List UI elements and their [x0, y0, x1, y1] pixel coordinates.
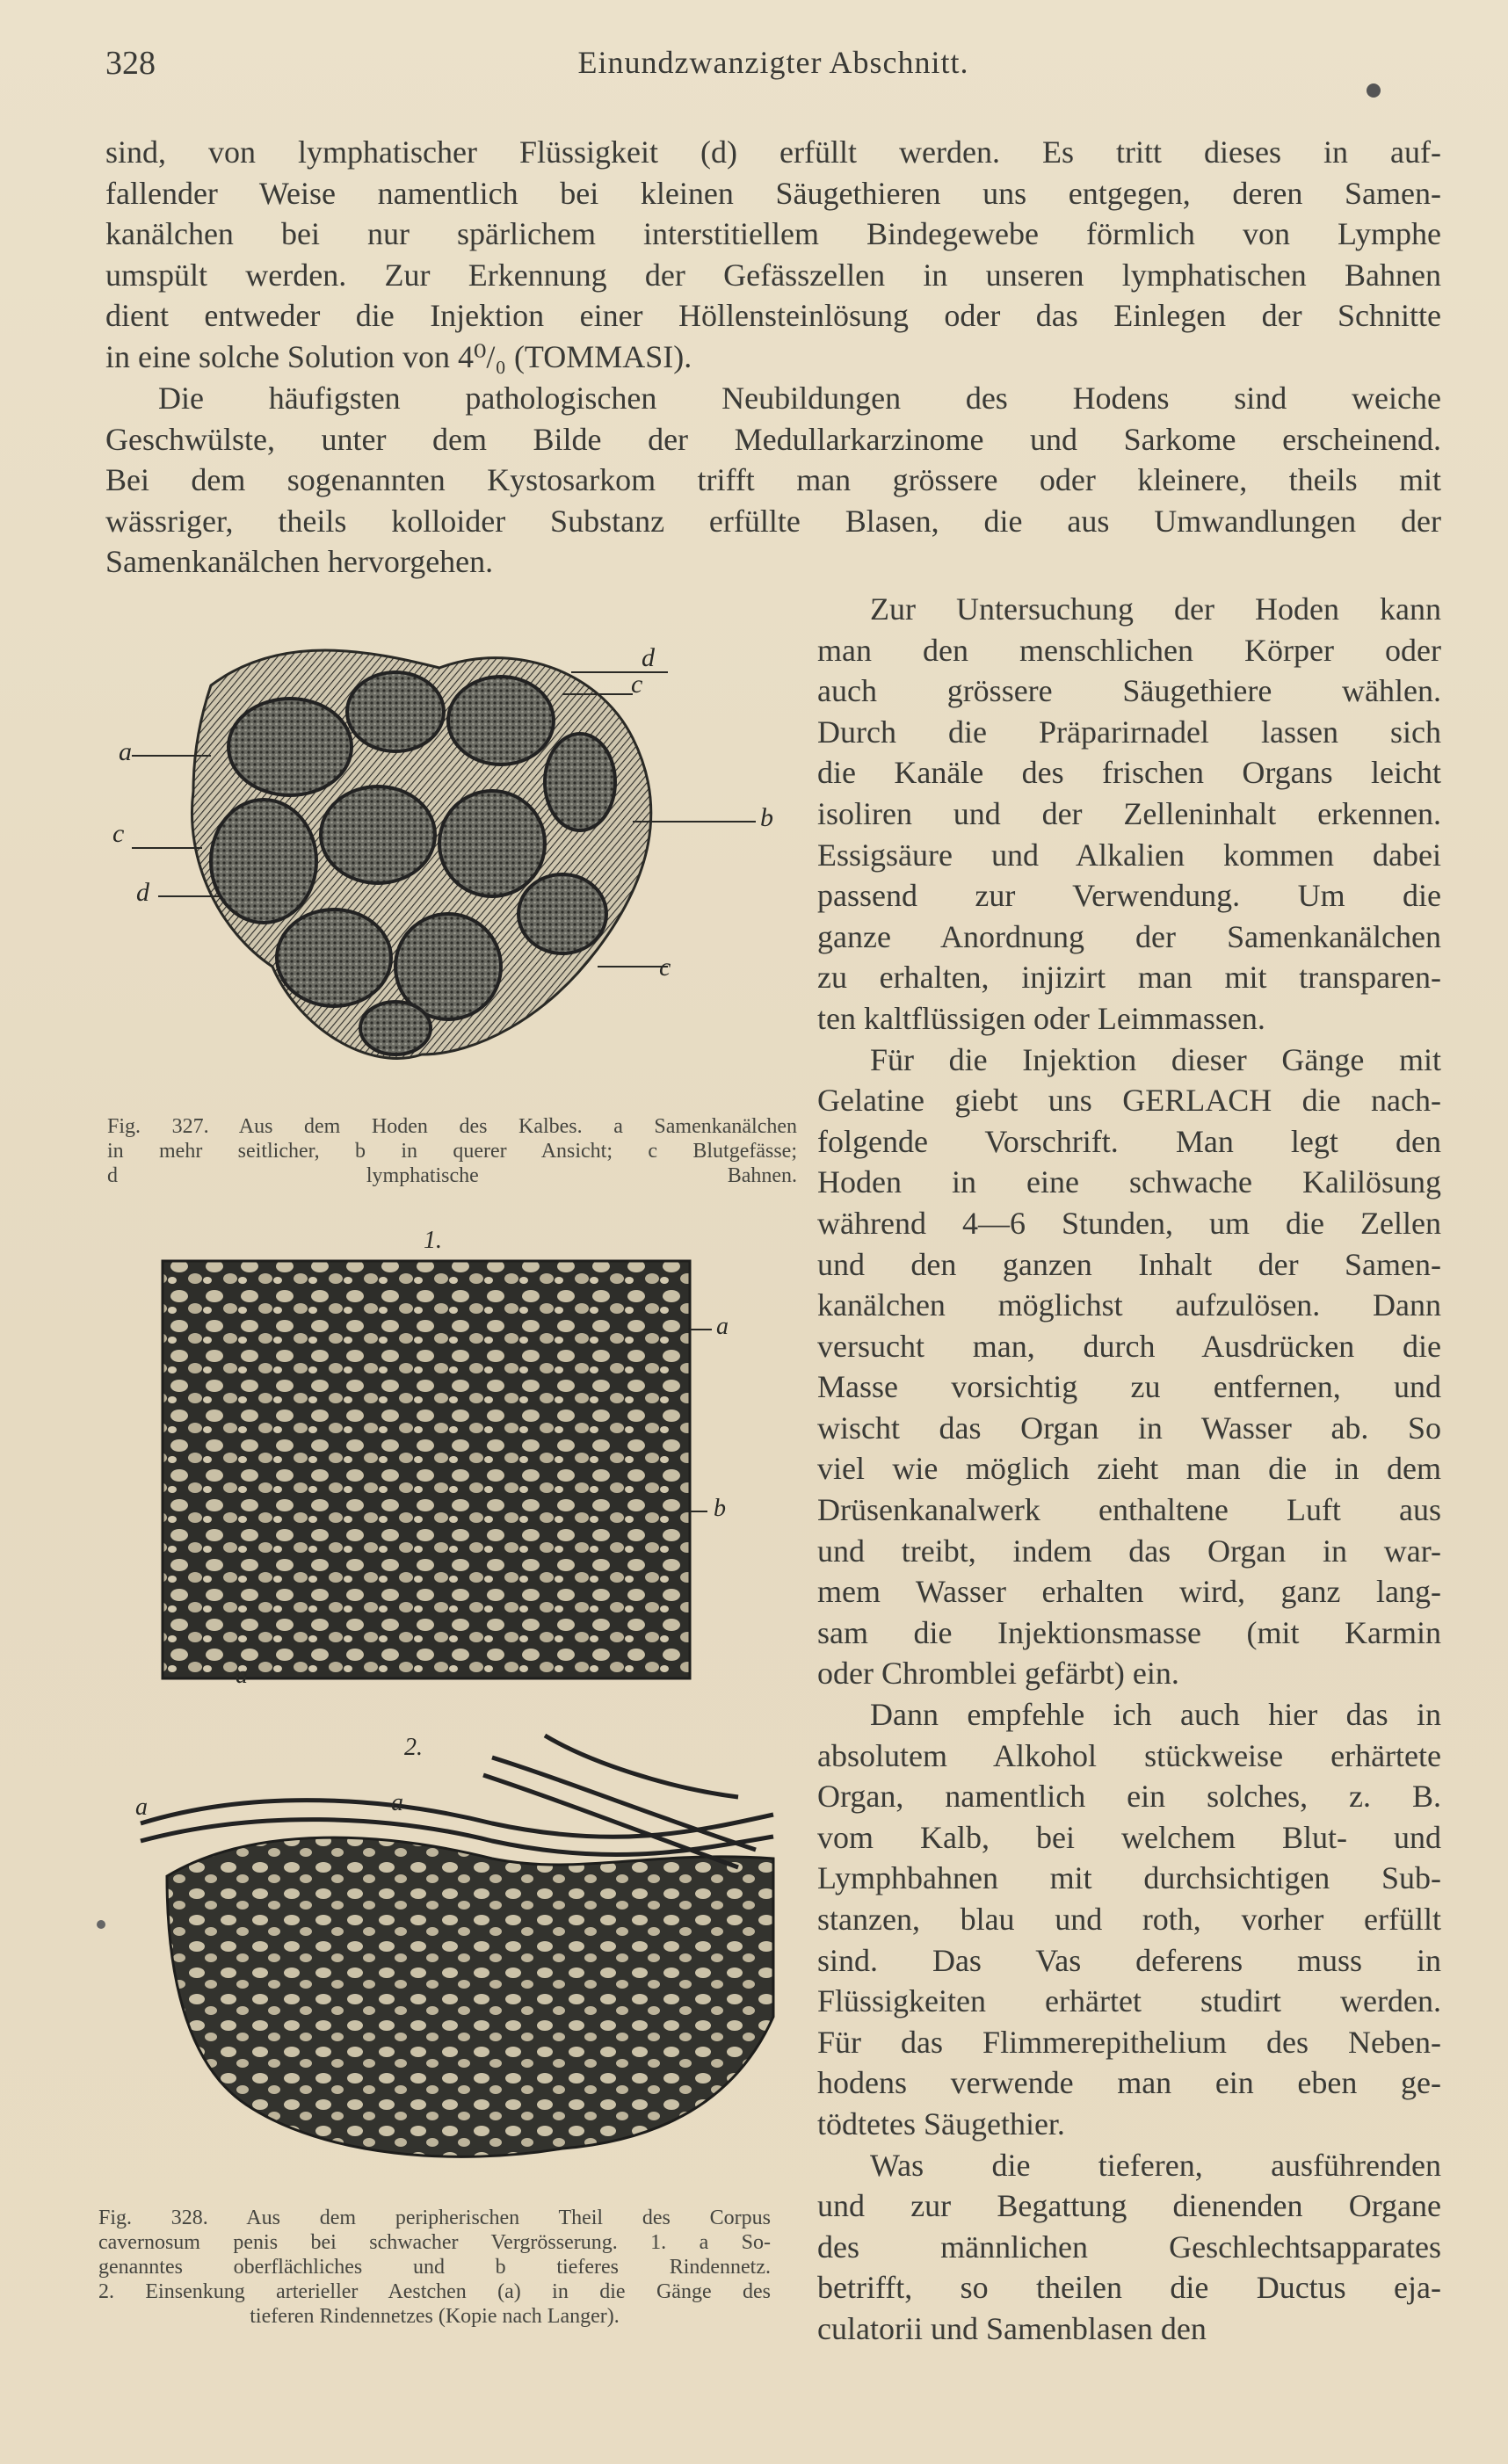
caption-line: cavernosum penis bei schwacher Vergrösserung. 1. a So-: [98, 2231, 771, 2254]
figure-327-testis-illustration: [105, 615, 791, 1107]
text-line: Zur Untersuchung der Hoden kann: [870, 591, 1441, 627]
text-line: isoliren und der Zelleninhalt erkennen.: [817, 795, 1441, 831]
figure-328-cavernosum-network: [132, 1226, 765, 1700]
text-line: Gelatine giebt uns GERLACH die nach-: [817, 1083, 1441, 1119]
page-number: 328: [105, 45, 156, 82]
text-line: umspült werden. Zur Erkennung der Gefässzellen in unseren lymphatischen Bahnen: [105, 257, 1441, 293]
text-line: des männlichen Geschlechtsapparates: [817, 2228, 1441, 2265]
text-line: auch grössere Säugethiere wählen.: [817, 673, 1441, 709]
text-line: ten kaltflüssigen oder Leimmassen.: [817, 1000, 1265, 1036]
text-line: oder Chromblei gefärbt) ein.: [817, 1656, 1179, 1692]
text-line: vom Kalb, bei welchem Blut- und: [817, 1819, 1441, 1855]
text-line: fallender Weise namentlich bei kleinen Säugethieren uns entgegen, deren Samen-: [105, 175, 1441, 211]
text-line: und den ganzen Inhalt der Samen-: [817, 1246, 1441, 1282]
text-line: Essigsäure und Alkalien kommen dabei: [817, 837, 1441, 873]
running-header: [105, 44, 1441, 97]
label-a: a: [391, 1789, 403, 1816]
text-line: in eine solche Solution von 4⁰/₀ (TOMMASI).: [105, 338, 692, 374]
text-line: sind. Das Vas deferens muss in: [817, 1942, 1441, 1978]
ink-spot: [1367, 83, 1381, 98]
text-line: Lymphbahnen mit durchsichtigen Sub-: [817, 1860, 1441, 1896]
text-line: Geschwülste, unter dem Bilde der Medullarkarzinome und Sarkome erscheinend.: [105, 421, 1441, 457]
text-line: Masse vorsichtig zu entfernen, und: [817, 1369, 1441, 1405]
caption-line: Fig. 328. Aus dem peripherischen Theil des Corpus: [98, 2207, 771, 2229]
label-c: c: [631, 670, 643, 699]
text-line: Durch die Präparirnadel lassen sich: [817, 714, 1441, 750]
text-line: betrifft, so theilen die Ductus eja-: [817, 2270, 1441, 2306]
text-line: versucht man, durch Ausdrücken die: [817, 1328, 1441, 1364]
ink-spot: [97, 1920, 105, 1929]
text-line: Hoden in eine schwache Kalilösung: [817, 1164, 1441, 1200]
label-c: c: [112, 819, 125, 848]
text-line: hodens verwende man ein eben ge-: [817, 2065, 1441, 2101]
text-line: kanälchen möglichst aufzulösen. Dann: [817, 1287, 1441, 1323]
text-line: wischt das Organ in Wasser ab. So: [817, 1410, 1441, 1446]
figure-328-arterial-branches: [123, 1727, 791, 2184]
text-line: sind, von lymphatischer Flüssigkeit (d) erfüllt werden. Es tritt dieses in auf-: [105, 134, 1441, 170]
text-line: viel wie möglich zieht man die in dem: [817, 1451, 1441, 1487]
deep-cortical-network: [167, 1837, 773, 2156]
text-line: während 4—6 Stunden, um die Zellen: [817, 1205, 1441, 1241]
text-line: Drüsenkanalwerk enthaltene Luft aus: [817, 1492, 1441, 1528]
text-line: sam die Injektionsmasse (mit Karmin: [817, 1614, 1441, 1650]
text-line: absolutem Alkohol stückweise erhärtete: [817, 1737, 1441, 1773]
paragraph-pathology: [105, 378, 1441, 583]
text-line: Die häufigsten pathologischen Neubildungen des Hodens sind weiche: [158, 380, 1441, 416]
text-line: wässriger, theils kolloider Substanz erfüllte Blasen, die aus Umwandlungen der: [105, 503, 1441, 539]
text-line: Für das Flimmerepithelium des Neben-: [817, 2024, 1441, 2060]
text-line: ganze Anordnung der Samenkanälchen: [817, 918, 1441, 954]
text-line: Für die Injektion dieser Gänge mit: [870, 1041, 1441, 1077]
text-line: tödtetes Säugethier.: [817, 2105, 1065, 2142]
text-line: Samenkanälchen hervorgehen.: [105, 544, 494, 580]
caption-line: d lymphatische Bahnen.: [107, 1164, 797, 1187]
caption-fig-327: [107, 1114, 797, 1188]
running-title: Einundzwanzigter Abschnitt.: [577, 45, 969, 80]
text-line: dient entweder die Injektion einer Höllensteinlösung oder das Einlegen der Schnitte: [105, 298, 1441, 334]
text-line: Dann empfehle ich auch hier das in: [870, 1697, 1441, 1733]
text-line: culatorii und Samenblasen den: [817, 2310, 1207, 2346]
text-line: Organ, namentlich ein solches, z. B.: [817, 1779, 1441, 1815]
caption-line: in mehr seitlicher, b in querer Ansicht; c Blutgefässe;: [107, 1140, 797, 1163]
text-line: stanzen, blau und roth, vorher erfüllt: [817, 1902, 1441, 1937]
text-line: Was die tieferen, ausführenden: [870, 2147, 1441, 2183]
label-a: a: [236, 1662, 248, 1689]
text-line: die Kanäle des frischen Organs leicht: [817, 755, 1441, 791]
label-b: b: [760, 803, 773, 832]
label-d: d: [136, 878, 149, 907]
text-line: passend zur Verwendung. Um die: [817, 878, 1441, 914]
caption-line: 2. Einsenkung arterieller Aestchen (a) in die Gänge des: [98, 2280, 771, 2303]
right-column-text: [817, 589, 1441, 2350]
label-a: a: [119, 737, 132, 766]
caption-fig-328: [98, 2206, 771, 2329]
caption-line: Fig. 327. Aus dem Hoden des Kalbes. a Samenkanälchen: [107, 1115, 797, 1138]
text-line: und zur Begattung dienenden Organe: [817, 2188, 1441, 2224]
text-line: Flüssigkeiten erhärtet studirt werden.: [817, 1983, 1441, 2019]
caption-line: tieferen Rindennetzes (Kopie nach Langer).: [250, 2305, 620, 2328]
paragraph-lymph: [105, 132, 1441, 378]
label-a: a: [135, 1794, 148, 1821]
label-2: 2.: [404, 1734, 423, 1761]
label-1: 1.: [424, 1227, 442, 1254]
text-line: Bei dem sogenannten Kystosarkom trifft man grössere oder kleinere, theils mit: [105, 462, 1441, 498]
seminiferous-tubules: [192, 650, 650, 1058]
text-line: und treibt, indem das Organ in war-: [817, 1533, 1441, 1569]
label-b: b: [714, 1495, 726, 1522]
vascular-network: [163, 1261, 690, 1678]
label-c: c: [659, 953, 671, 982]
text-line: kanälchen bei nur spärlichem interstitiellem Bindegewebe förmlich von Lymphe: [105, 216, 1441, 252]
text-line: mem Wasser erhalten wird, ganz lang-: [817, 1574, 1441, 1610]
text-line: man den menschlichen Körper oder: [817, 632, 1441, 668]
caption-line: genanntes oberflächliches und b tieferes Rindennetz.: [98, 2256, 771, 2279]
label-a: a: [716, 1313, 729, 1340]
label-d: d: [642, 643, 655, 672]
text-line: folgende Vorschrift. Man legt den: [817, 1123, 1441, 1159]
text-line: zu erhalten, injizirt man mit transparen-: [817, 960, 1441, 996]
